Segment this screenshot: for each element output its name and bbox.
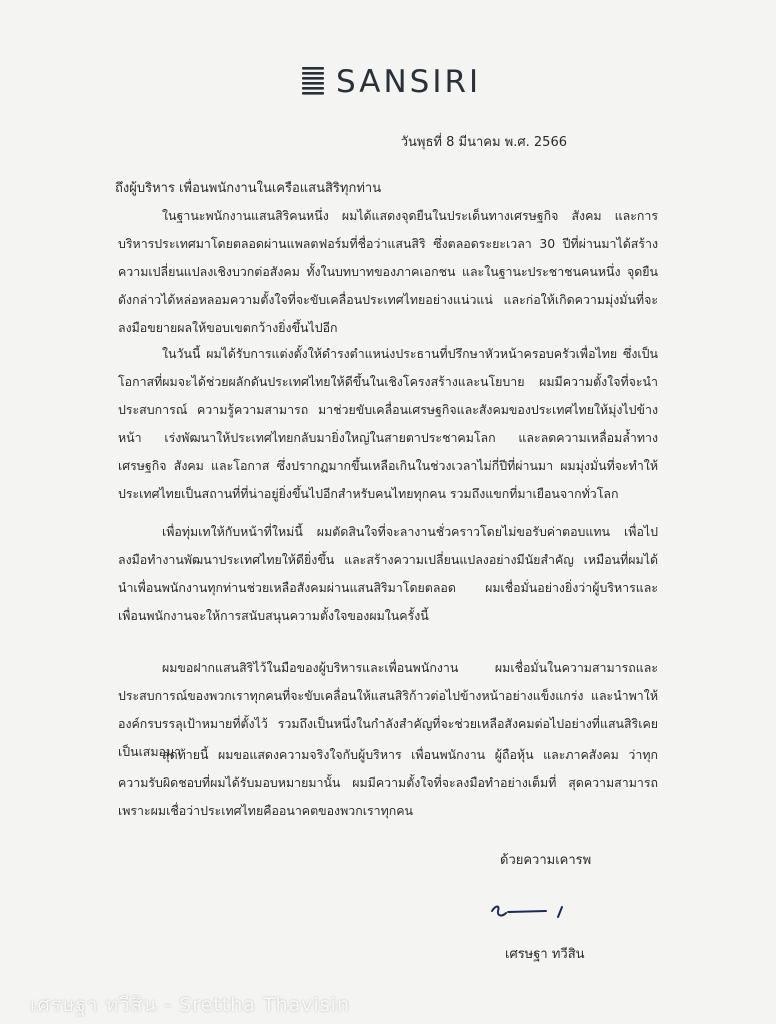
paragraph-text: ผมขอฝากแสนสิริไว้ในมือของผู้บริหารและเพื่อนพนักงาน ผมเชื่อมั่นในความสามารถและประสบการณ์ของพวกเราทุกคนที่จะขับเคลื่อนให้แสนสิริก้าวต่อไปข้างหน้าอย่างแข็งแกร่ง และนำพาให้องค์กรบรรลุเป้าหมายที่ตั้งไว้ รวมถึงเป็นหนึ่งในกำลังสำคัญที่จะช่วยเหลือสังคมต่อไปอย่างที่แสนสิริเคยเป็นเสมอมา xyxy=(118,660,658,759)
letter-date: วันพุธที่ 8 มีนาคม พ.ศ. 2566 xyxy=(400,135,567,150)
paragraph-text: ในฐานะพนักงานแสนสิริคนหนึ่ง ผมได้แสดงจุดยืนในประเด็นทางเศรษฐกิจ สังคม และการบริหารประเทศมาโดยตลอดผ่านแพลตฟอร์มที่ชื่อว่าแสนสิริ ซึ่งตลอดระยะเวลา 30 ปีที่ผ่านมาได้สร้างความเปลี่ยนแปลงเชิงบวกต่อสังคม ทั้งในบทบาทของภาคเอกชน และในฐานะประชาชนคนหนึ่ง จุดยืนดังกล่าวได้หล่อหลอมความตั้งใจที่จะขับเคลื่อนประเทศไทยอย่างแน่วแน่ และก่อให้เกิดความมุ่งมั่นที่จะลงมือขยายผลให้ขอบเขตกว้างยิ่งขึ้นไปอีก xyxy=(118,208,658,335)
letter-salutation: ถึงผู้บริหาร เพื่อนพนักงานในเครือแสนสิริทุกท่าน xyxy=(115,181,382,196)
logo-wordmark: SANSIRI xyxy=(336,64,482,100)
signature-mark xyxy=(488,899,578,925)
sansiri-logo-icon xyxy=(300,65,326,99)
paragraph-5 xyxy=(118,741,658,825)
sansiri-logo xyxy=(300,62,481,102)
paragraph-text: สุดท้ายนี้ ผมขอแสดงความจริงใจกับผู้บริหาร เพื่อนพนักงาน ผู้ถือหุ้น และภาคสังคม ว่าทุกความรับผิดชอบที่ผมได้รับมอบหมายมานั้น ผมมีความตั้งใจที่จะลงมือทำอย่างเต็มที่ สุดความสามารถ เพราะผมเชื่อว่าประเทศไทยคืออนาคตของพวกเราทุกคน xyxy=(118,747,658,818)
paragraph-2 xyxy=(118,340,658,508)
paragraph-3 xyxy=(118,518,658,630)
watermark-text: เศรษฐา ทวีสิน - Srettha Thavisin xyxy=(30,994,350,1016)
letter-closing: ด้วยความเคารพ xyxy=(500,853,592,868)
signer-name: เศรษฐา ทวีสิน xyxy=(505,947,585,962)
paragraph-text: ในวันนี้ ผมได้รับการแต่งตั้งให้ดำรงตำแหน่งประธานที่ปรึกษาหัวหน้าครอบครัวเพื่อไทย ซึ่งเป็นโอกาสที่ผมจะได้ช่วยผลักดันประเทศไทยให้ดีขึ้นในเชิงโครงสร้างและนโยบาย ผมมีความตั้งใจที่จะนำประสบการณ์ ความรู้ความสามารถ มาช่วยขับเคลื่อนเศรษฐกิจและสังคมของประเทศไทยให้มุ่งไปข้างหน้า เร่งพัฒนาให้ประเทศไทยกลับมายิ่งใหญ่ในสายตาประชาคมโลก และลดความเหลื่อมล้ำทางเศรษฐกิจ สังคม และโอกาส ซึ่งปรากฏมากขึ้นเหลือเกินในช่วงเวลาไม่กี่ปีที่ผ่านมา ผมมุ่งมั่นที่จะทำให้ประเทศไทยเป็นสถานที่ที่น่าอยู่ยิ่งขึ้นไปอีกสำหรับคนไทยทุกคน รวมถึงแขกที่มาเยือนจากทั่วโลก xyxy=(118,346,658,501)
paragraph-text: เพื่อทุ่มเทให้กับหน้าที่ใหม่นี้ ผมตัดสินใจที่จะลางานชั่วคราวโดยไม่ขอรับค่าตอบแทน เพื่อไปลงมือทำงานพัฒนาประเทศไทยให้ดียิ่งขึ้น และสร้างความเปลี่ยนแปลงอย่างมีนัยสำคัญ เหมือนที่ผมได้นำเพื่อนพนักงานทุกท่านช่วยเหลือสังคมผ่านแสนสิริมาโดยตลอด ผมเชื่อมั่นอย่างยิ่งว่าผู้บริหารและเพื่อนพนักงานจะให้การสนับสนุนความตั้งใจของผมในครั้งนี้ xyxy=(118,524,658,623)
paragraph-1 xyxy=(118,202,658,342)
